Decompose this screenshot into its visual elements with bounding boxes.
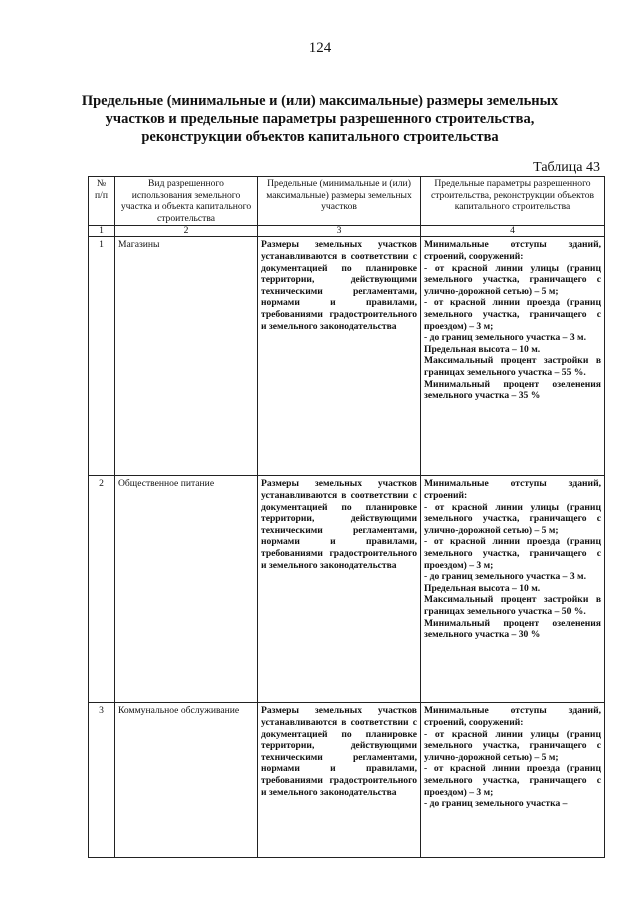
permitted-use: Магазины — [115, 237, 258, 476]
row-number: 3 — [89, 703, 115, 858]
plot-size-cell — [258, 476, 421, 703]
param-line: - от красной линии проезда (границ земельного участка, граничащего с проездом) – 3 м; — [424, 297, 601, 332]
column-number: 1 — [89, 226, 115, 237]
param-line: Минимальные отступы зданий, строений: — [424, 478, 601, 501]
permitted-use: Общественное питание — [115, 476, 258, 703]
construction-params-cell — [421, 476, 605, 703]
plot-size-text: Размеры земельных участков устанавливаются в соответствии с документацией по планировке территории, действующими техническими регламентами, нормами и правилами, требованиями градостроительного и земельного законодательства — [261, 239, 417, 332]
document-title: Предельные (минимальные и (или) максимальные) размеры земельных участков и предельные параметры разрешенного строительства, реконструкции объектов капитального строительства — [81, 93, 559, 145]
header-construction-params: Предельные параметры разрешенного строительства, реконструкции объектов капитального строительства — [421, 177, 605, 226]
column-number: 2 — [115, 226, 258, 237]
row-number: 1 — [89, 237, 115, 476]
param-line: - от красной линии проезда (границ земельного участка, граничащего с проездом) – 3 м; — [424, 536, 601, 571]
param-line: Предельная высота – 10 м. — [424, 582, 541, 594]
plot-size-text: Размеры земельных участков устанавливаются в соответствии с документацией по планировке территории, действующими техническими регламентами, нормами и правилами, требованиями градостроительного и земельного законодательства — [261, 705, 417, 798]
param-line: - до границ земельного участка – — [424, 798, 568, 810]
row-number: 2 — [89, 476, 115, 703]
param-line: - до границ земельного участка – 3 м. — [424, 332, 586, 344]
permitted-use: Коммунальное обслуживание — [115, 703, 258, 858]
table-row — [89, 237, 605, 476]
page-number: 124 — [308, 40, 332, 56]
header-permitted-use: Вид разрешенного использования земельного участка и объекта капитального строительства — [115, 177, 258, 226]
parameters-table — [88, 176, 605, 858]
plot-size-cell — [258, 237, 421, 476]
table-header-row — [89, 177, 605, 226]
param-line: Предельная высота – 10 м. — [424, 343, 541, 355]
param-line: - до границ земельного участка – 3 м. — [424, 571, 586, 583]
header-plot-sizes: Предельные (минимальные и (или) максимальные) размеры земельных участков — [258, 177, 421, 226]
param-line: - от красной линии проезда (границ земельного участка, граничащего с проездом) – 3 м; — [424, 763, 601, 798]
param-line: Минимальные отступы зданий, строений, сооружений: — [424, 705, 601, 728]
header-number: № п/п — [89, 177, 115, 226]
param-line: - от красной линии улицы (границ земельного участка, граничащего с улично-дорожной сетью) – 5 м; — [424, 728, 601, 763]
param-line: - от красной линии улицы (границ земельного участка, граничащего с улично-дорожной сетью) – 5 м; — [424, 262, 601, 297]
param-line: - от красной линии улицы (границ земельного участка, граничащего с улично-дорожной сетью) – 5 м; — [424, 501, 601, 536]
plot-size-text: Размеры земельных участков устанавливаются в соответствии с документацией по планировке территории, действующими техническими регламентами, нормами и правилами, требованиями градостроительного и земельного законодательства — [261, 478, 417, 571]
table-caption: Таблица 43 — [533, 160, 600, 175]
param-line: Минимальные отступы зданий, строений, сооружений: — [424, 239, 601, 262]
column-number: 4 — [421, 226, 605, 237]
column-number: 3 — [258, 226, 421, 237]
param-line: Минимальный процент озеленения земельного участка – 35 % — [424, 378, 601, 402]
construction-params-cell — [421, 703, 605, 858]
construction-params-cell — [421, 237, 605, 476]
table-row — [89, 703, 605, 858]
column-number-row — [89, 226, 605, 237]
param-line: Минимальный процент озеленения земельного участка – 30 % — [424, 617, 601, 641]
table-row — [89, 476, 605, 703]
param-line: Максимальный процент застройки в границах земельного участка – 55 %. — [424, 355, 601, 378]
param-line: Максимальный процент застройки в границах земельного участка – 50 %. — [424, 594, 601, 617]
plot-size-cell — [258, 703, 421, 858]
